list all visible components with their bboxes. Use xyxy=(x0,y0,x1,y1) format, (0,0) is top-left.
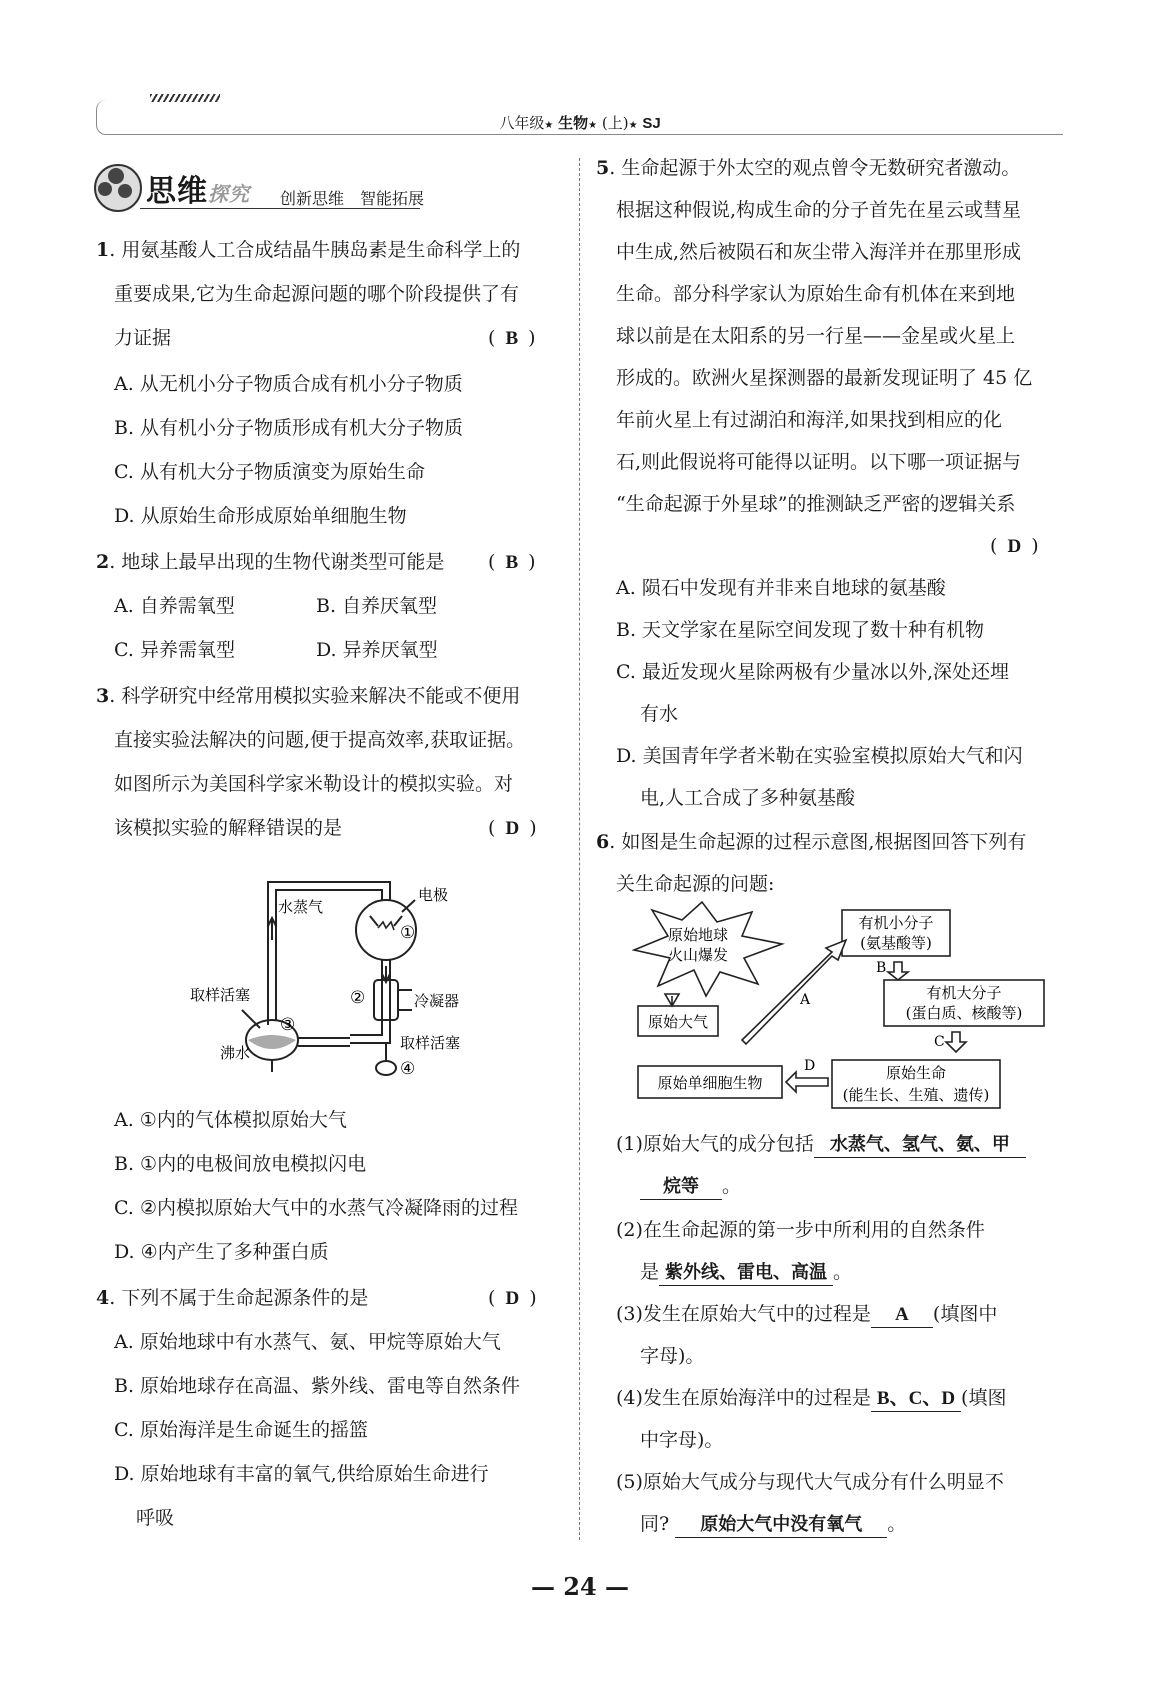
q4-stem: 4. 下列不属于生命起源条件的是 xyxy=(96,1287,369,1309)
q6-sub2-answer[interactable]: 紫外线、雷电、高温 xyxy=(659,1261,833,1286)
q5-option-d-line-2: 电,人工合成了多种氨基酸 xyxy=(640,787,856,809)
q1-option-a: A. 从无机小分子物质合成有机小分子物质 xyxy=(114,373,463,395)
q5-line-5: 球以前是在太阳系的另一行星——金星或火星上 xyxy=(616,325,1016,347)
label-n2: ② xyxy=(350,988,366,1008)
q3-line-1: 3. 科学研究中经常用模拟实验来解决不能或不便用 xyxy=(96,685,521,707)
q2-answer: ( B ) xyxy=(488,551,538,573)
header-edition: SJ xyxy=(642,115,661,132)
header-subject: 生物 xyxy=(558,114,589,132)
q5-line-4: 生命。部分科学家认为原始生命有机体在来到地 xyxy=(616,283,1016,305)
q1-line-3: 力证据 xyxy=(114,327,172,349)
q4-option-a: A. 原始地球中有水蒸气、氨、甲烷等原始大气 xyxy=(114,1331,501,1353)
label-valve-2: 取样活塞 xyxy=(400,1034,461,1052)
q3-option-c: C. ②内模拟原始大气中的水蒸气冷凝降雨的过程 xyxy=(114,1197,518,1219)
diagram-label-b: B xyxy=(876,960,887,976)
q1-line-1: 1. 用氨基酸人工合成结晶牛胰岛素是生命科学上的 xyxy=(96,239,521,261)
label-n4: ④ xyxy=(400,1059,416,1079)
q1-option-d: D. 从原始生命形成原始单细胞生物 xyxy=(114,505,407,527)
q5-line-2: 根据这种假说,构成生命的分子首先在星云或彗星 xyxy=(616,199,1022,221)
q5-line-8: 石,则此假说将可能得以证明。以下哪一项证据与 xyxy=(616,451,1022,473)
q4-option-c: C. 原始海洋是生命诞生的摇篮 xyxy=(114,1419,368,1441)
q5-line-9: “生命起源于外星球”的推测缺乏严密的逻辑关系 xyxy=(616,493,1016,515)
q6-line-1: 6. 如图是生命起源的过程示意图,根据图回答下列有 xyxy=(596,831,1027,853)
diagram-big-2: (蛋白质、核酸等) xyxy=(905,1004,1023,1022)
diagram-single-cell: 原始单细胞生物 xyxy=(657,1074,763,1092)
q5-option-b: B. 天文学家在星际空间发现了数十种有机物 xyxy=(616,619,985,641)
q5-answer: ( D ) xyxy=(990,535,1041,557)
q5-line-7: 年前火星上有过湖泊和海洋,如果找到相应的化 xyxy=(616,409,1003,431)
q2-option-a: A. 自养需氧型 xyxy=(114,595,235,617)
q2-option-d: D. 异养厌氧型 xyxy=(316,639,438,661)
q4-option-b: B. 原始地球存在高温、紫外线、雷电等自然条件 xyxy=(114,1375,521,1397)
q6-sub2-cont: 是 紫外线、雷电、高温 。 xyxy=(640,1260,852,1286)
flask-4 xyxy=(376,1061,396,1075)
q6-sub1-answer-2[interactable]: 烷等 xyxy=(640,1175,722,1200)
label-vapor: 水蒸气 xyxy=(278,898,324,916)
diagram-volcano-1: 原始地球 xyxy=(667,926,729,944)
label-condenser: 冷凝器 xyxy=(414,992,460,1010)
q6-sub5-answer[interactable]: 原始大气中没有氧气 xyxy=(675,1513,887,1538)
q5-option-c-line-2: 有水 xyxy=(640,703,679,725)
q6-sub1: (1)原始大气的成分包括 水蒸气、氢气、氨、甲 xyxy=(616,1132,1026,1158)
q3-option-a: A. ①内的气体模拟原始大气 xyxy=(114,1109,347,1131)
q1-option-c: C. 从有机大分子物质演变为原始生命 xyxy=(114,461,425,483)
q6-sub4-answer[interactable]: B、C、D xyxy=(871,1387,961,1412)
q6-sub3-cont: 字母)。 xyxy=(640,1345,705,1367)
q4-option-d-line-1: D. 原始地球有丰富的氧气,供给原始生命进行 xyxy=(114,1463,489,1485)
banner-title: 思维探究 xyxy=(146,174,250,209)
label-water: 沸水 xyxy=(220,1044,251,1062)
q6-sub1-cont: 烷等 。 xyxy=(640,1174,741,1200)
label-electrode: 电极 xyxy=(418,886,449,904)
header-grade: 八年级 xyxy=(499,114,545,132)
q3-line-4: 该模拟实验的解释错误的是 xyxy=(114,817,343,839)
diagram-big-1: 有机大分子 xyxy=(926,984,1002,1002)
q5-line-3: 中生成,然后被陨石和灰尘带入海洋并在那里形成 xyxy=(616,241,1022,263)
q5-line-1: 5. 生命起源于外太空的观点曾令无数研究者激动。 xyxy=(596,157,1021,179)
label-valve-1: 取样活塞 xyxy=(190,986,251,1004)
q6-sub5-cont: 同? 原始大气中没有氧气 。 xyxy=(640,1512,906,1538)
q6-sub1-answer-1[interactable]: 水蒸气、氢气、氨、甲 xyxy=(814,1133,1026,1158)
q3-answer: ( D ) xyxy=(488,817,539,839)
q5-option-a: A. 陨石中发现有并非来自地球的氨基酸 xyxy=(616,577,946,599)
column-divider xyxy=(579,158,580,1540)
life-origin-diagram xyxy=(632,900,1052,1120)
q4-option-d-line-2: 呼吸 xyxy=(136,1507,175,1529)
header-term: (上) xyxy=(601,114,629,132)
q5-line-6: 形成的。欧洲火星探测器的最新发现证明了 45 亿 xyxy=(616,367,1033,389)
q6-sub4-cont: 中字母)。 xyxy=(640,1429,724,1451)
q2-option-c: C. 异养需氧型 xyxy=(114,639,235,661)
q6-sub3-answer[interactable]: A xyxy=(871,1303,933,1328)
q6-sub4: (4)发生在原始海洋中的过程是 B、C、D (填图 xyxy=(616,1386,1006,1412)
diagram-label-d: D xyxy=(804,1058,816,1074)
diagram-label-a: A xyxy=(800,992,811,1008)
q5-option-c-line-1: C. 最近发现火星除两极有少量冰以外,深处还埋 xyxy=(616,661,1009,683)
diagram-life-2: (能生长、生殖、遗传) xyxy=(842,1086,990,1104)
q6-sub2: (2)在生命起源的第一步中所利用的自然条件 xyxy=(616,1219,985,1241)
q3-option-d: D. ④内产生了多种蛋白质 xyxy=(114,1241,329,1263)
q1-answer: ( B ) xyxy=(488,327,538,349)
q2-stem: 2. 地球上最早出现的生物代谢类型可能是 xyxy=(96,551,445,573)
q3-line-2: 直接实验法解决的问题,便于提高效率,获取证据。 xyxy=(114,729,526,751)
label-n3: ③ xyxy=(280,1015,296,1035)
q2-option-b: B. 自养厌氧型 xyxy=(316,595,438,617)
page-header: 八年级★ 生物★ (上)★ SJ xyxy=(499,114,661,132)
diagram-volcano-2: 火山爆发 xyxy=(667,946,729,964)
diagram-small-1: 有机小分子 xyxy=(858,914,934,932)
banner-logo-icon xyxy=(94,160,144,210)
q3-option-b: B. ①内的电极间放电模拟闪电 xyxy=(114,1153,367,1175)
q6-sub3: (3)发生在原始大气中的过程是 A (填图中 xyxy=(616,1302,997,1328)
diagram-life-1: 原始生命 xyxy=(885,1064,947,1082)
banner-underline xyxy=(140,208,420,209)
q6-line-2: 关生命起源的问题: xyxy=(616,873,775,895)
q1-option-b: B. 从有机小分子物质形成有机大分子物质 xyxy=(114,417,464,439)
q3-line-3: 如图所示为美国科学家米勒设计的模拟实验。对 xyxy=(114,773,514,795)
diagram-label-c: C xyxy=(934,1034,945,1050)
q1-line-2: 重要成果,它为生命起源问题的哪个阶段提供了有 xyxy=(114,283,520,305)
miller-apparatus-figure xyxy=(190,860,490,1080)
label-n1: ① xyxy=(400,923,416,943)
q6-sub5: (5)原始大气成分与现代大气成分有什么明显不 xyxy=(616,1471,1004,1493)
page-number: — 24 — xyxy=(530,1572,630,1601)
q4-answer: ( D ) xyxy=(488,1287,539,1309)
diagram-atmosphere: 原始大气 xyxy=(647,1013,709,1031)
q5-option-d-line-1: D. 美国青年学者米勒在实验室模拟原始大气和闪 xyxy=(616,745,1023,767)
diagram-small-2: (氨基酸等) xyxy=(860,934,932,952)
banner-subtitle: 创新思维 智能拓展 xyxy=(280,189,425,208)
